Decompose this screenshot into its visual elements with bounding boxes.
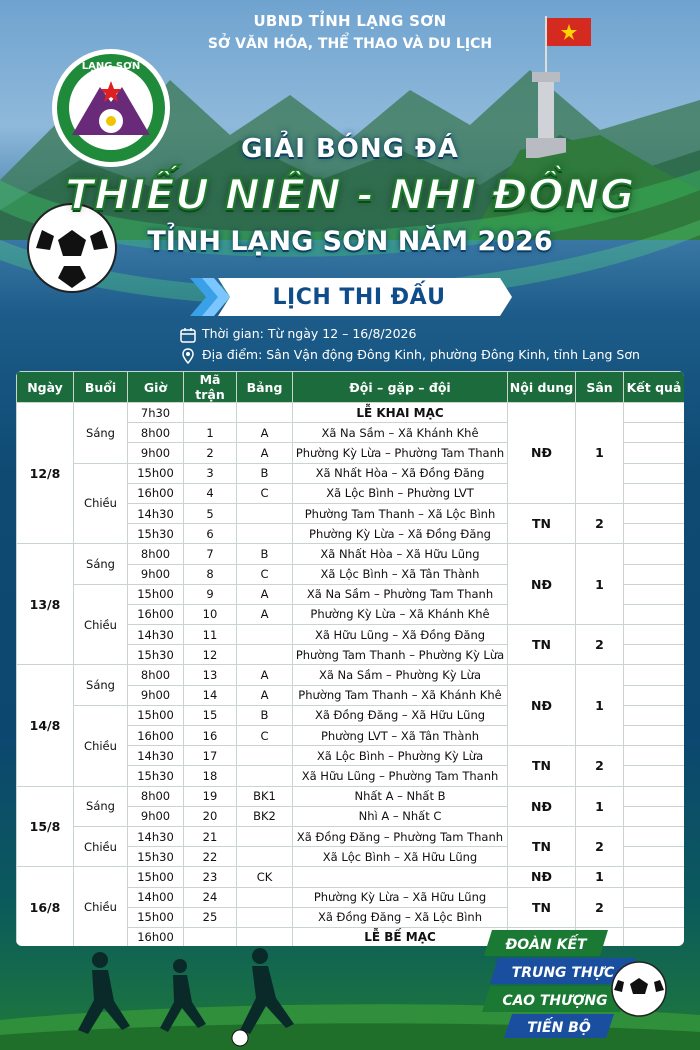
match-cell: Xã Lộc Bình – Xã Hữu Lũng (293, 847, 508, 867)
group-cell: B (237, 544, 293, 564)
title-small: GIẢI BÓNG ĐÁ (241, 134, 459, 164)
time-cell: 15h30 (128, 645, 184, 665)
match-cell: Xã Lộc Bình – Phường LVT (293, 483, 508, 503)
time-cell: 15h00 (128, 907, 184, 927)
col-header-result: Kết quả (624, 372, 685, 403)
time-cell: 9h00 (128, 806, 184, 826)
info-time (180, 326, 416, 343)
result-cell (624, 786, 685, 806)
result-cell (624, 604, 685, 624)
match-cell: Xã Na Sầm – Phường Tam Thanh (293, 584, 508, 604)
match-cell: Xã Lộc Bình – Phường Kỳ Lừa (293, 746, 508, 766)
col-header-day: Ngày (17, 372, 74, 403)
match-code-cell: 19 (184, 786, 237, 806)
result-cell (624, 685, 685, 705)
col-header-code: Mã trận (184, 372, 237, 403)
match-code-cell: 24 (184, 887, 237, 907)
time-cell: 15h00 (128, 867, 184, 887)
calendar-icon (180, 327, 196, 343)
session-cell: Chiều (74, 584, 128, 665)
title-year: TỈNH LẠNG SƠN NĂM 2026 (147, 226, 553, 257)
group-cell: BK2 (237, 806, 293, 826)
group-cell: B (237, 463, 293, 483)
content-cell: TN (508, 887, 576, 927)
group-cell: C (237, 483, 293, 503)
time-cell: 15h00 (128, 705, 184, 725)
session-cell: Sáng (74, 786, 128, 826)
time-cell: 15h30 (128, 524, 184, 544)
content-cell: TN (508, 826, 576, 866)
time-cell: 15h00 (128, 463, 184, 483)
day-cell: 12/8 (17, 403, 74, 544)
result-cell (624, 907, 685, 927)
football-icon-small (610, 960, 668, 1018)
info-place-text: Địa điểm: Sân Vận động Đông Kinh, phường Đông Kinh, tỉnh Lạng Sơn (202, 347, 640, 362)
match-cell: Phường Kỳ Lừa – Phường Tam Thanh (293, 443, 508, 463)
session-cell: Sáng (74, 544, 128, 584)
match-code-cell: 23 (184, 867, 237, 887)
content-cell: TN (508, 625, 576, 665)
result-cell (624, 806, 685, 826)
match-code-cell: 17 (184, 746, 237, 766)
match-cell: Xã Nhất Hòa – Xã Đồng Đăng (293, 463, 508, 483)
time-cell: 14h30 (128, 826, 184, 846)
group-cell (237, 746, 293, 766)
col-header-time: Giờ (128, 372, 184, 403)
content-cell: NĐ (508, 403, 576, 504)
match-code-cell: 8 (184, 564, 237, 584)
field-cell: 1 (576, 403, 624, 504)
match-code-cell: 15 (184, 705, 237, 725)
slogan-3: CAO THƯỢNG (502, 993, 608, 1009)
col-header-match: Đội – gặp – đội (293, 372, 508, 403)
match-cell: Xã Hữu Lũng – Phường Tam Thanh (293, 766, 508, 786)
day-cell: 14/8 (17, 665, 74, 786)
group-cell: A (237, 604, 293, 624)
group-cell (237, 503, 293, 523)
session-cell: Sáng (74, 403, 128, 464)
match-code-cell: 2 (184, 443, 237, 463)
time-cell: 9h00 (128, 443, 184, 463)
col-header-session: Buổi (74, 372, 128, 403)
match-cell: Xã Lộc Bình – Xã Tân Thành (293, 564, 508, 584)
result-cell (624, 746, 685, 766)
match-cell: Xã Đồng Đăng – Xã Lộc Bình (293, 907, 508, 927)
match-code-cell: 20 (184, 806, 237, 826)
result-cell (624, 463, 685, 483)
group-cell: C (237, 564, 293, 584)
result-cell (624, 503, 685, 523)
time-cell: 14h30 (128, 625, 184, 645)
match-code-cell: 1 (184, 423, 237, 443)
match-cell: Phường LVT – Xã Tân Thành (293, 726, 508, 746)
result-cell (624, 483, 685, 503)
group-cell: A (237, 423, 293, 443)
content-cell: NĐ (508, 867, 576, 887)
group-cell (237, 887, 293, 907)
table-row (17, 403, 685, 423)
match-cell: Xã Đồng Đăng – Phường Tam Thanh (293, 826, 508, 846)
group-cell (237, 927, 293, 946)
group-cell (237, 524, 293, 544)
session-cell: Sáng (74, 665, 128, 705)
field-cell: 2 (576, 887, 624, 927)
match-code-cell: 13 (184, 665, 237, 685)
result-cell (624, 887, 685, 907)
match-code-cell: 3 (184, 463, 237, 483)
field-cell: 2 (576, 625, 624, 665)
logo-text: LẠNG SƠN (81, 61, 141, 72)
match-cell: Phường Tam Thanh – Xã Lộc Bình (293, 503, 508, 523)
info-time-text: Thời gian: Từ ngày 12 – 16/8/2026 (202, 326, 417, 341)
group-cell (237, 645, 293, 665)
group-cell (237, 907, 293, 927)
content-cell: NĐ (508, 665, 576, 746)
content-cell: NĐ (508, 786, 576, 826)
time-cell: 15h30 (128, 847, 184, 867)
content-cell: TN (508, 746, 576, 786)
result-cell (624, 443, 685, 463)
match-code-cell: 7 (184, 544, 237, 564)
table-header-row (17, 372, 685, 403)
field-cell: 1 (576, 867, 624, 887)
time-cell: 9h00 (128, 564, 184, 584)
col-header-content: Nội dung (508, 372, 576, 403)
result-cell (624, 423, 685, 443)
time-cell: 9h00 (128, 685, 184, 705)
day-cell: 16/8 (17, 867, 74, 946)
session-cell: Chiều (74, 826, 128, 866)
time-cell: 16h00 (128, 483, 184, 503)
match-cell: Xã Đồng Đăng – Xã Hữu Lũng (293, 705, 508, 725)
match-code-cell: 18 (184, 766, 237, 786)
time-cell: 14h00 (128, 887, 184, 907)
match-cell: Xã Hữu Lũng – Xã Đồng Đăng (293, 625, 508, 645)
field-cell: 2 (576, 826, 624, 866)
result-cell (624, 584, 685, 604)
match-code-cell (184, 403, 237, 423)
group-cell: A (237, 665, 293, 685)
field-cell: 1 (576, 544, 624, 625)
time-cell: 8h00 (128, 786, 184, 806)
time-cell: 7h30 (128, 403, 184, 423)
table-body (17, 403, 685, 947)
content-cell: NĐ (508, 544, 576, 625)
group-cell: B (237, 705, 293, 725)
session-cell: Chiều (74, 705, 128, 786)
session-cell: Chiều (74, 867, 128, 946)
table-row (17, 544, 685, 564)
day-cell: 13/8 (17, 544, 74, 665)
time-cell: 8h00 (128, 544, 184, 564)
match-cell: LỄ BẾ MẠC (293, 927, 508, 946)
result-cell (624, 564, 685, 584)
result-cell (624, 705, 685, 725)
time-cell: 8h00 (128, 665, 184, 685)
match-cell (293, 867, 508, 887)
schedule-table-container (16, 371, 684, 946)
match-code-cell (184, 927, 237, 946)
match-code-cell: 12 (184, 645, 237, 665)
players-silhouette (40, 946, 340, 1050)
schedule-table (16, 371, 684, 946)
slogan-1: ĐOÀN KẾT (505, 937, 587, 953)
time-cell: 16h00 (128, 927, 184, 946)
day-cell: 15/8 (17, 786, 74, 867)
table-row (17, 867, 685, 887)
match-cell: Nhất A – Nhất B (293, 786, 508, 806)
time-cell: 8h00 (128, 423, 184, 443)
org-line-2: SỞ VĂN HÓA, THỂ THAO VÀ DU LỊCH (207, 36, 493, 52)
field-cell: 2 (576, 503, 624, 543)
group-cell: A (237, 584, 293, 604)
match-code-cell: 14 (184, 685, 237, 705)
session-cell: Chiều (74, 463, 128, 544)
time-cell: 15h30 (128, 766, 184, 786)
col-header-group: Bảng (237, 372, 293, 403)
result-cell (624, 766, 685, 786)
match-cell: LỄ KHAI MẠC (293, 403, 508, 423)
match-code-cell: 25 (184, 907, 237, 927)
match-cell: Nhì A – Nhất C (293, 806, 508, 826)
field-cell: 1 (576, 786, 624, 826)
match-cell: Phường Kỳ Lừa – Xã Đồng Đăng (293, 524, 508, 544)
group-cell: CK (237, 867, 293, 887)
org-line-1: UBND TỈNH LẠNG SƠN (253, 12, 447, 30)
result-cell (624, 665, 685, 685)
match-code-cell: 16 (184, 726, 237, 746)
result-cell (624, 826, 685, 846)
match-cell: Phường Tam Thanh – Phường Kỳ Lừa (293, 645, 508, 665)
content-cell: TN (508, 503, 576, 543)
match-cell: Phường Kỳ Lừa – Xã Khánh Khê (293, 604, 508, 624)
group-cell: C (237, 726, 293, 746)
slogan-2: TRUNG THỰC (511, 965, 615, 981)
location-pin-icon (180, 348, 196, 364)
result-cell (624, 544, 685, 564)
match-code-cell: 5 (184, 503, 237, 523)
group-cell: BK1 (237, 786, 293, 806)
match-cell: Xã Nhất Hòa – Xã Hữu Lũng (293, 544, 508, 564)
result-cell (624, 625, 685, 645)
field-cell: 2 (576, 746, 624, 786)
match-cell: Xã Na Sầm – Phường Kỳ Lừa (293, 665, 508, 685)
info-place (180, 347, 640, 364)
result-cell (624, 726, 685, 746)
result-cell (624, 867, 685, 887)
col-header-field: Sân (576, 372, 624, 403)
result-cell (624, 847, 685, 867)
match-code-cell: 9 (184, 584, 237, 604)
match-cell: Xã Na Sầm – Xã Khánh Khê (293, 423, 508, 443)
table-row (17, 826, 685, 846)
match-cell: Phường Kỳ Lừa – Xã Hữu Lũng (293, 887, 508, 907)
match-code-cell: 10 (184, 604, 237, 624)
table-row (17, 665, 685, 685)
result-cell (624, 403, 685, 423)
title-main: THIẾU NIÊN - NHI ĐỒNG (64, 170, 635, 219)
match-code-cell: 4 (184, 483, 237, 503)
group-cell (237, 826, 293, 846)
match-code-cell: 21 (184, 826, 237, 846)
match-cell: Phường Tam Thanh – Xã Khánh Khê (293, 685, 508, 705)
group-cell (237, 625, 293, 645)
field-cell: 1 (576, 665, 624, 746)
schedule-title: LỊCH THI ĐẤU (272, 285, 446, 310)
table-row (17, 786, 685, 806)
group-cell (237, 847, 293, 867)
slogan-4: TIẾN BỘ (527, 1020, 591, 1036)
time-cell: 15h00 (128, 584, 184, 604)
group-cell (237, 403, 293, 423)
time-cell: 16h00 (128, 726, 184, 746)
result-cell (624, 524, 685, 544)
group-cell (237, 766, 293, 786)
time-cell: 14h30 (128, 503, 184, 523)
result-cell (624, 645, 685, 665)
match-code-cell: 22 (184, 847, 237, 867)
time-cell: 14h30 (128, 746, 184, 766)
time-cell: 16h00 (128, 604, 184, 624)
match-code-cell: 11 (184, 625, 237, 645)
group-cell: A (237, 685, 293, 705)
match-code-cell: 6 (184, 524, 237, 544)
group-cell: A (237, 443, 293, 463)
